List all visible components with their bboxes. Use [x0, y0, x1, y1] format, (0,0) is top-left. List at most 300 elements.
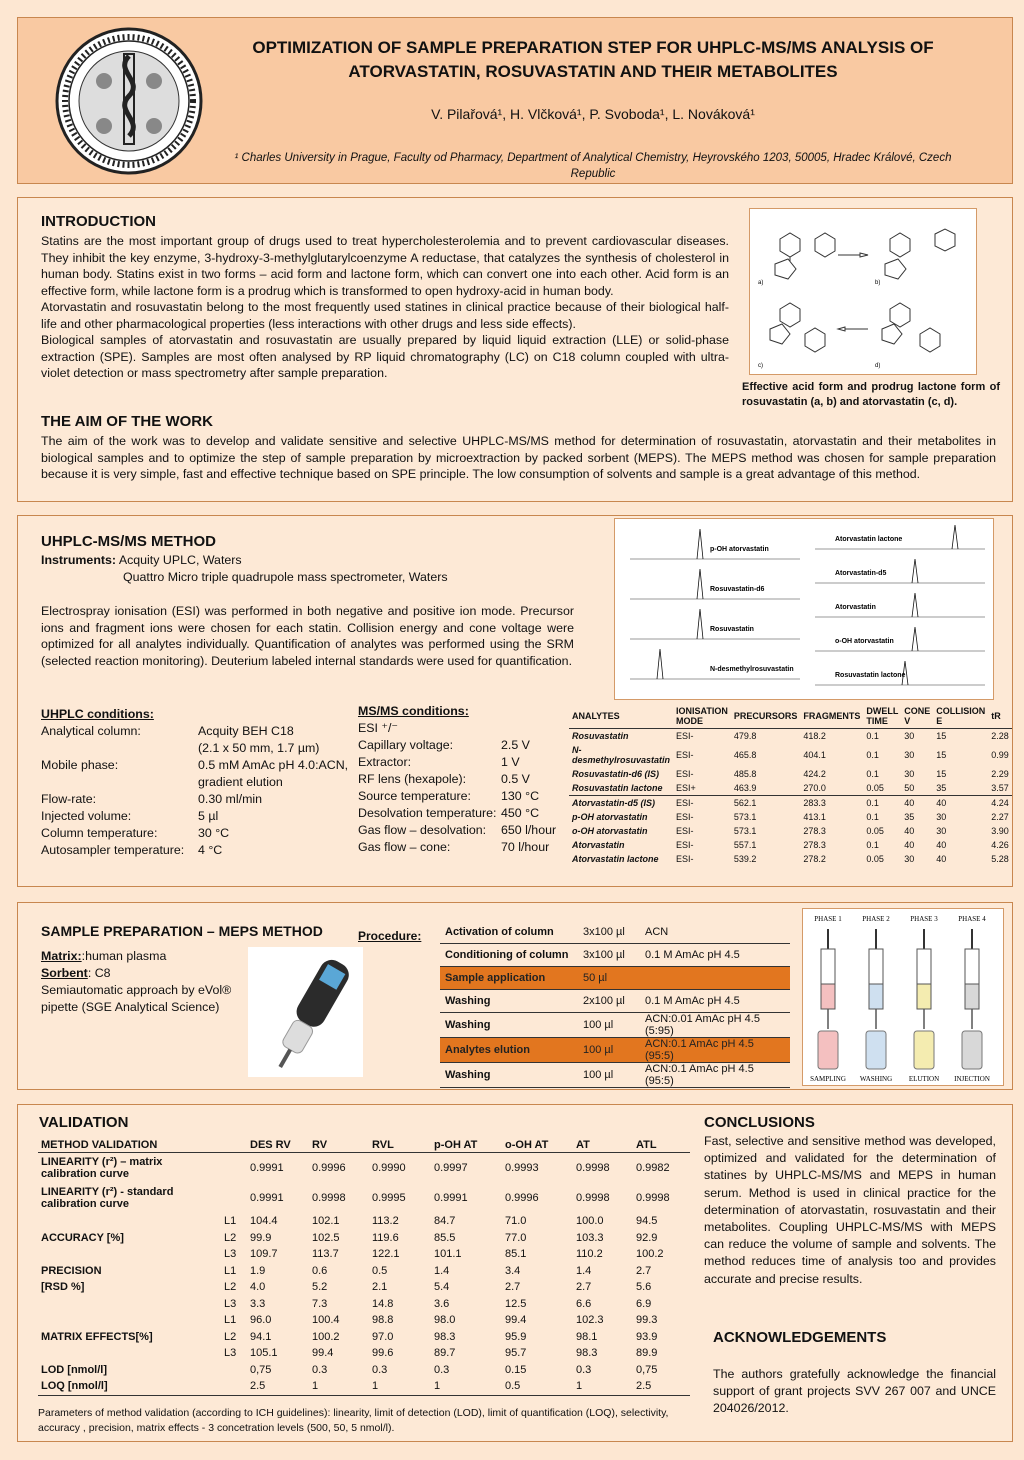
condition-label: Flow-rate:: [41, 792, 97, 806]
condition-value: Acquity BEH C18: [198, 724, 294, 738]
table-cell: 0.05: [866, 854, 884, 864]
university-seal-logo: [54, 26, 204, 176]
ms-condition-row: [358, 822, 573, 839]
table-cell: 35: [904, 812, 915, 822]
uhplc-condition-row: [41, 808, 361, 825]
ms-condition-row: [358, 771, 573, 788]
condition-value: 30 °C: [198, 826, 230, 840]
validation-cell: L1: [224, 1215, 237, 1228]
aim-text: The aim of the work was to develop and validate sensitive and selective UHPLC-MS/MS method for determination of rosuvastatin, atorvastatin and their metabolites in biological samples and to optimize the step of sample preparation by microextraction by packed sorbent (MEPS). The MEPS method was chosen for sample preparation because it is very simple, fast and effective technique based on SPE principle. The low consumption of solvents and sample is a great advantage of this method.: [41, 434, 996, 481]
uhplc-condition-row: [41, 740, 361, 757]
validation-cell: LINEARITY (r²) - standard calibration curve: [41, 1186, 174, 1210]
validation-cell: 12.5: [505, 1297, 527, 1310]
table-cell: 424.2: [803, 769, 826, 779]
validation-cell: 3.3: [250, 1297, 266, 1310]
condition-value: gradient elution: [198, 775, 283, 789]
validation-header: [221, 1138, 247, 1153]
table-cell: 35: [936, 783, 947, 793]
chromatogram-label: Atorvastatin: [835, 604, 876, 611]
ms-parameters-table: [569, 704, 1012, 866]
validation-heading: VALIDATION: [39, 1114, 129, 1131]
condition-label: Column temperature:: [41, 826, 158, 840]
structure-label-b: b): [875, 280, 881, 286]
table-row: [569, 729, 1012, 744]
validation-cell: LOD [nmol/l]: [41, 1363, 107, 1376]
meps-panel: [17, 902, 1013, 1090]
table-cell: 40: [936, 854, 947, 864]
table-header: IONISATION MODE: [673, 704, 731, 729]
validation-cell: 5.6: [636, 1281, 652, 1294]
chromatogram-label: Rosuvastatin: [710, 626, 754, 633]
validation-cell: 2.5: [247, 1378, 309, 1395]
validation-cell: 1.4: [576, 1264, 592, 1277]
validation-row: [38, 1362, 690, 1379]
condition-value: (2.1 x 50 mm, 1.7 µm): [198, 741, 320, 755]
uhplc-condition-row: [41, 723, 361, 740]
table-cell: ESI-: [676, 840, 694, 850]
validation-header: METHOD VALIDATION: [38, 1138, 221, 1153]
table-cell: 30: [904, 731, 915, 741]
validation-cell: 0.3: [576, 1363, 592, 1376]
validation-cell: 100.4: [312, 1314, 340, 1327]
validation-cell: 119.6: [372, 1231, 399, 1244]
procedure-cell: ACN:0.1 AmAc pH 4.5 (95:5): [640, 1038, 790, 1063]
chromatogram-label: Atorvastatin-d5: [835, 570, 887, 577]
table-header: tR: [988, 704, 1012, 729]
method-text: Electrospray ionisation (ESI) was performed in both negative and positive ion mode. Precursor ions and fragment ions were chosen for each statin. Collision energy and cone voltage were optimized for all analytes individually. Quantification of analytes was performed using the SRM (selected reaction monitoring). Deuterium labeled internal standards were used for quantification.: [41, 604, 574, 668]
table-header: COLLISION E: [933, 704, 988, 729]
phase-title: PHASE 2: [862, 915, 890, 923]
meps-phases-image: [803, 909, 1003, 1085]
introduction-panel: [17, 197, 1013, 502]
validation-cell: 0.9998: [636, 1192, 670, 1204]
validation-cell: 5.4: [434, 1281, 450, 1294]
validation-header: p-OH AT: [431, 1138, 502, 1153]
procedure-cell: Washing: [440, 990, 578, 1013]
ms-condition-row: [358, 805, 573, 822]
matrix-label: Matrix:: [41, 949, 82, 963]
validation-cell: 104.4: [250, 1215, 278, 1228]
validation-cell: 0.6: [312, 1264, 328, 1277]
meps-procedure-table: [440, 921, 790, 1088]
poster-header: [17, 17, 1013, 184]
validation-cell: 94.5: [636, 1215, 658, 1228]
validation-cell: 99.3: [636, 1314, 658, 1327]
table-cell: o-OH atorvastatin: [572, 826, 648, 836]
condition-label: Autosampler temperature:: [41, 843, 185, 857]
table-row: [569, 824, 1012, 838]
validation-cell: 0.3: [434, 1363, 450, 1376]
table-cell: Rosuvastatin lactone: [572, 783, 663, 793]
validation-cell: 1: [573, 1378, 633, 1395]
validation-cell: 98.3: [434, 1330, 456, 1343]
validation-cell: L3: [224, 1248, 237, 1261]
validation-cell: MATRIX EFFECTS[%]: [41, 1330, 153, 1343]
table-cell: 3.57: [991, 783, 1009, 793]
method-heading: UHPLC-MS/MS METHOD: [41, 533, 216, 550]
table-cell: 15: [936, 750, 947, 760]
validation-cell: 95.9: [505, 1330, 527, 1343]
validation-cell: L1: [224, 1314, 237, 1327]
uhplc-condition-row: [41, 757, 361, 774]
validation-cell: 3.6: [434, 1297, 450, 1310]
condition-label: [41, 740, 198, 757]
condition-value: 4 °C: [198, 843, 223, 857]
instruments-label: Instruments:: [41, 553, 117, 567]
validation-cell: 100.0: [576, 1215, 604, 1228]
validation-cell: 110.2: [576, 1248, 603, 1261]
table-cell: ESI+: [676, 783, 696, 793]
structure-label-c: c): [758, 363, 763, 369]
condition-value: 130 °C: [501, 789, 540, 803]
condition-value: 450 °C: [501, 806, 540, 820]
intro-paragraph: Atorvastatin and rosuvastatin belong to the most frequently used statines in clinical practice because of their biological half-life and other pharmacological properties (less interactions with other drugs and less side effects).: [41, 300, 729, 331]
matrix-value: :human plasma: [81, 949, 167, 963]
validation-cell: 99.4: [505, 1314, 527, 1327]
procedure-cell: 3x100 µl: [578, 944, 640, 967]
figure-caption: Effective acid form and prodrug lactone form of rosuvastatin (a, b) and atorvastatin (c, d).: [742, 381, 1000, 408]
authors: V. Pilařová¹, H. Vlčková¹, P. Svoboda¹, L. Nováková¹: [431, 106, 755, 122]
validation-cell: [221, 1183, 247, 1213]
procedure-cell: Washing: [440, 1013, 578, 1038]
validation-row: [38, 1345, 690, 1362]
validation-cell: L2: [224, 1231, 237, 1244]
validation-cell: 0.3: [372, 1363, 388, 1376]
procedure-cell: Analytes elution: [440, 1038, 578, 1063]
validation-cell: 0.5: [372, 1264, 388, 1277]
ms-condition-row: [358, 737, 573, 754]
validation-row: [38, 1183, 690, 1213]
validation-cell: 0.9998: [312, 1192, 346, 1204]
validation-cell: 99.9: [250, 1231, 272, 1244]
validation-cell: 1: [309, 1378, 369, 1395]
procedure-cell: 50 µl: [578, 967, 640, 990]
table-cell: 0.05: [866, 783, 884, 793]
validation-row: [38, 1279, 690, 1296]
table-cell: 30: [904, 750, 915, 760]
table-cell: 278.3: [803, 840, 826, 850]
validation-cell: 93.9: [636, 1330, 658, 1343]
validation-row: [38, 1329, 690, 1346]
table-cell: 15: [936, 769, 947, 779]
condition-value: 1 V: [501, 755, 520, 769]
instrument-uplc: Acquity UPLC, Waters: [118, 553, 242, 567]
uhplc-condition-row: [41, 774, 361, 791]
ms-heading: MS/MS conditions:: [358, 704, 469, 718]
table-cell: 40: [936, 840, 947, 850]
validation-row: [38, 1213, 690, 1230]
table-cell: 465.8: [733, 750, 757, 760]
uhplc-condition-row: [41, 825, 361, 842]
phase-title: PHASE 1: [814, 915, 842, 923]
table-cell: 404.1: [803, 750, 826, 760]
condition-value: 70 l/hour: [501, 840, 550, 854]
validation-cell: 99.4: [312, 1347, 334, 1360]
method-panel: [17, 515, 1013, 887]
table-cell: 463.9: [733, 783, 757, 793]
procedure-cell: ACN:0.1 AmAc pH 4.5 (95:5): [640, 1063, 790, 1088]
procedure-cell: Washing: [440, 1063, 578, 1088]
table-cell: ESI-: [676, 798, 694, 808]
table-cell: ESI-: [676, 769, 694, 779]
validation-cell: L1: [224, 1264, 237, 1277]
table-cell: 5.28: [991, 854, 1009, 864]
validation-row: [38, 1153, 690, 1184]
intro-paragraph: Statins are the most important group of drugs used to treat hypercholesterolemia and to prevent cardiovascular diseases. They inhibit the key enzyme, 3-hydroxy-3-methylglutarylcoenzyme A reductase, that catalyzes the synthesis of cholesterol in human body. Statins exist in two forms – acid form and lactone form, which can convert one into each other. Acid form is an effective form, while lactone form is a prodrug which is transformed to open hydroxy-acid in human body.: [41, 234, 729, 298]
validation-cell: 98.8: [372, 1314, 394, 1327]
validation-cell: 109.7: [250, 1248, 278, 1261]
validation-cell: 89.9: [636, 1347, 658, 1360]
table-cell: p-OH atorvastatin: [572, 812, 648, 822]
table-cell: Atorvastatin: [572, 840, 625, 850]
validation-cell: 0.9991: [250, 1162, 284, 1174]
table-cell: Atorvastatin lactone: [572, 854, 659, 864]
validation-cell: 102.5: [312, 1231, 340, 1244]
validation-cell: 0.9998: [576, 1192, 610, 1204]
validation-cell: 14.8: [372, 1297, 394, 1310]
uhplc-heading: UHPLC conditions:: [41, 707, 154, 721]
validation-cell: 2.7: [636, 1264, 652, 1277]
validation-cell: 0.9998: [576, 1162, 610, 1174]
validation-row: [38, 1263, 690, 1280]
ms-condition-row: [358, 788, 573, 805]
introduction-text: [41, 233, 729, 382]
table-cell: Atorvastatin-d5 (IS): [572, 798, 656, 808]
validation-table: [38, 1138, 690, 1396]
table-cell: 557.1: [733, 840, 757, 850]
validation-cell: 0.9995: [372, 1192, 406, 1204]
procedure-cell: 2x100 µl: [578, 990, 640, 1013]
validation-cell: 5.2: [312, 1281, 328, 1294]
table-row: [569, 838, 1012, 852]
validation-cell: 1.9: [250, 1264, 266, 1277]
validation-cell: [221, 1153, 247, 1184]
condition-label: Gas flow – desolvation:: [358, 823, 487, 837]
conclusions-text: Fast, selective and sensitive method was developed, optimized and validated for the determination of statines by UHPLC-MS/MS and MEPS in human serum. Method is used in clinical practice for the determination of atorvastatin, rosuvastatin and their metabolites. Coupling UHPLC-MS/MS with MEPS can reduce the volume of sample and solvents. The method reduces time of analysis too and provides accurate and precise results.: [704, 1134, 996, 1286]
instrument-ms: Quattro Micro triple quadrupole mass spectrometer, Waters: [123, 570, 448, 584]
evol-pipette-image: [248, 947, 363, 1077]
validation-cell: PRECISION: [41, 1264, 102, 1277]
chromatogram-label: Atorvastatin lactone: [835, 536, 903, 543]
validation-cell: 102.1: [312, 1215, 340, 1228]
procedure-step: [440, 990, 790, 1013]
table-row: [569, 810, 1012, 824]
table-header: DWELL TIME: [863, 704, 901, 729]
chromatograms-figure: [614, 518, 994, 700]
validation-cell: 0.3: [312, 1363, 328, 1376]
validation-cell: [221, 1362, 247, 1379]
validation-cell: 2.7: [505, 1281, 521, 1294]
condition-value: 0.30 ml/min: [198, 792, 263, 806]
validation-cell: 96.0: [250, 1314, 272, 1327]
structure-label-d: d): [875, 363, 881, 369]
table-cell: 0.05: [866, 826, 884, 836]
validation-cell: 89.7: [434, 1347, 456, 1360]
table-cell: 50: [904, 783, 915, 793]
table-cell: 0.1: [866, 731, 879, 741]
procedure-label: Procedure:: [358, 929, 422, 943]
conclusions-heading: CONCLUSIONS: [704, 1114, 815, 1131]
condition-value: 2.5 V: [501, 738, 530, 752]
table-cell: 418.2: [803, 731, 826, 741]
validation-cell: 103.3: [576, 1231, 604, 1244]
procedure-step: [440, 1038, 790, 1063]
table-cell: 30: [904, 854, 915, 864]
condition-label: RF lens (hexapole):: [358, 772, 467, 786]
phase-label: SAMPLING: [810, 1075, 846, 1083]
validation-cell: 105.1: [250, 1347, 278, 1360]
chromatogram-label: p-OH atorvastatin: [710, 546, 769, 553]
procedure-cell: Sample application: [440, 967, 578, 990]
validation-cell: 2.5: [633, 1378, 690, 1395]
table-header: PRECURSORS: [731, 704, 801, 729]
validation-cell: 122.1: [372, 1248, 400, 1261]
validation-cell: L3: [224, 1347, 237, 1360]
validation-cell: 1: [431, 1378, 502, 1395]
procedure-cell: [640, 967, 790, 990]
validation-header: AT: [573, 1138, 633, 1153]
validation-cell: [38, 1246, 221, 1263]
table-header: CONE V: [901, 704, 933, 729]
condition-value: 0.5 V: [501, 772, 530, 786]
validation-cell: 6.9: [636, 1297, 652, 1310]
validation-cell: 77.0: [505, 1231, 527, 1244]
validation-cell: 97.0: [372, 1330, 394, 1343]
validation-cell: 1.4: [434, 1264, 450, 1277]
validation-header: RV: [309, 1138, 369, 1153]
validation-row: [38, 1312, 690, 1329]
uhplc-conditions: [41, 706, 361, 859]
table-cell: 30: [936, 812, 947, 822]
table-cell: N-desmethylrosuvastatin: [572, 745, 671, 765]
uhplc-condition-row: [41, 791, 361, 808]
validation-cell: 0.9991: [434, 1192, 468, 1204]
table-row: [569, 781, 1012, 796]
sorbent-value: : C8: [87, 966, 111, 980]
procedure-cell: 0.1 M AmAc pH 4.5: [640, 944, 790, 967]
validation-header: RVL: [369, 1138, 431, 1153]
approach-text: Semiautomatic approach by eVol® pipette (SGE Analytical Science): [41, 983, 232, 1014]
condition-label: Desolvation temperature:: [358, 806, 497, 820]
table-cell: ESI-: [676, 812, 694, 822]
table-cell: 4.26: [991, 840, 1009, 850]
table-cell: 413.1: [803, 812, 826, 822]
procedure-step: [440, 1013, 790, 1038]
validation-cell: [RSD %]: [41, 1281, 85, 1294]
validation-cell: 98.3: [576, 1347, 598, 1360]
validation-cell: 0.9997: [434, 1162, 468, 1174]
table-cell: 2.28: [991, 731, 1009, 741]
table-cell: 30: [936, 826, 947, 836]
table-header: FRAGMENTS: [800, 704, 863, 729]
condition-label: Gas flow – cone:: [358, 840, 451, 854]
validation-cell: [38, 1312, 221, 1329]
table-cell: 573.1: [733, 812, 757, 822]
validation-cell: [38, 1213, 221, 1230]
phase-label: WASHING: [859, 1075, 893, 1083]
procedure-cell: 100 µl: [578, 1038, 640, 1063]
validation-cell: L2: [224, 1330, 237, 1343]
table-cell: 0.1: [866, 812, 879, 822]
condition-label: Injected volume:: [41, 809, 132, 823]
validation-cell: 0,75: [250, 1363, 272, 1376]
table-cell: Rosuvastatin: [572, 731, 629, 741]
validation-cell: [38, 1345, 221, 1362]
ms-esi: ESI ⁺/⁻: [358, 721, 398, 735]
table-cell: 40: [904, 840, 915, 850]
table-cell: Rosuvastatin-d6 (IS): [572, 769, 660, 779]
instruments: [41, 552, 242, 569]
procedure-cell: 3x100 µl: [578, 921, 640, 944]
procedure-cell: ACN:0.01 AmAc pH 4.5 (5:95): [640, 1013, 790, 1038]
table-cell: 2.29: [991, 769, 1009, 779]
table-cell: ESI-: [676, 750, 694, 760]
validation-header: o-OH AT: [502, 1138, 573, 1153]
table-cell: 3.90: [991, 826, 1009, 836]
table-cell: 40: [936, 798, 947, 808]
validation-cell: [38, 1296, 221, 1313]
procedure-step: [440, 1063, 790, 1088]
statin-structures-figure: [749, 208, 977, 375]
validation-cell: 2.1: [372, 1281, 388, 1294]
table-cell: ESI-: [676, 826, 694, 836]
condition-label: Source temperature:: [358, 789, 471, 803]
table-cell: 0.1: [866, 840, 879, 850]
sorbent-label: Sorbent: [41, 966, 88, 980]
table-cell: 4.24: [991, 798, 1009, 808]
validation-header: DES RV: [247, 1138, 309, 1153]
validation-cell: 98.0: [434, 1314, 456, 1327]
table-cell: 562.1: [733, 798, 757, 808]
phase-label: INJECTION: [954, 1075, 990, 1083]
procedure-cell: 100 µl: [578, 1013, 640, 1038]
table-cell: 15: [936, 731, 947, 741]
validation-row: [38, 1246, 690, 1263]
table-cell: 0.99: [991, 750, 1009, 760]
table-cell: 278.3: [803, 826, 826, 836]
procedure-cell: Activation of column: [440, 921, 578, 944]
condition-label: Mobile phase:: [41, 758, 119, 772]
phase-title: PHASE 3: [910, 915, 938, 923]
validation-cell: 94.1: [250, 1330, 272, 1343]
validation-panel: [17, 1104, 1013, 1442]
validation-cell: 71.0: [505, 1215, 527, 1228]
validation-cell: 0.9990: [372, 1162, 406, 1174]
procedure-cell: 0.1 M AmAc pH 4.5: [640, 990, 790, 1013]
validation-cell: 84.7: [434, 1215, 456, 1228]
procedure-cell: Conditioning of column: [440, 944, 578, 967]
meps-info: [41, 948, 256, 1016]
condition-label: Analytical column:: [41, 724, 141, 738]
condition-value: 0.5 mM AmAc pH 4.0:ACN,: [198, 758, 349, 772]
table-cell: 0.1: [866, 798, 879, 808]
validation-cell: 0.15: [505, 1363, 527, 1376]
validation-cell: 0.9993: [505, 1162, 539, 1174]
phase-label: ELUTION: [908, 1075, 940, 1083]
meps-heading: SAMPLE PREPARATION – MEPS METHOD: [41, 923, 323, 939]
chromatogram-label: Rosuvastatin-d6: [710, 586, 765, 593]
validation-cell: [221, 1378, 247, 1395]
chemical-structures-image: [750, 209, 976, 374]
table-row: [569, 852, 1012, 866]
condition-value: 650 l/hour: [501, 823, 557, 837]
chromatograms-image: [615, 519, 993, 699]
table-cell: 539.2: [733, 854, 757, 864]
validation-cell: 99.6: [372, 1347, 394, 1360]
table-cell: 479.8: [733, 731, 757, 741]
chromatogram-label: o-OH atorvastatin: [835, 638, 894, 645]
validation-cell: 113.2: [372, 1215, 399, 1228]
